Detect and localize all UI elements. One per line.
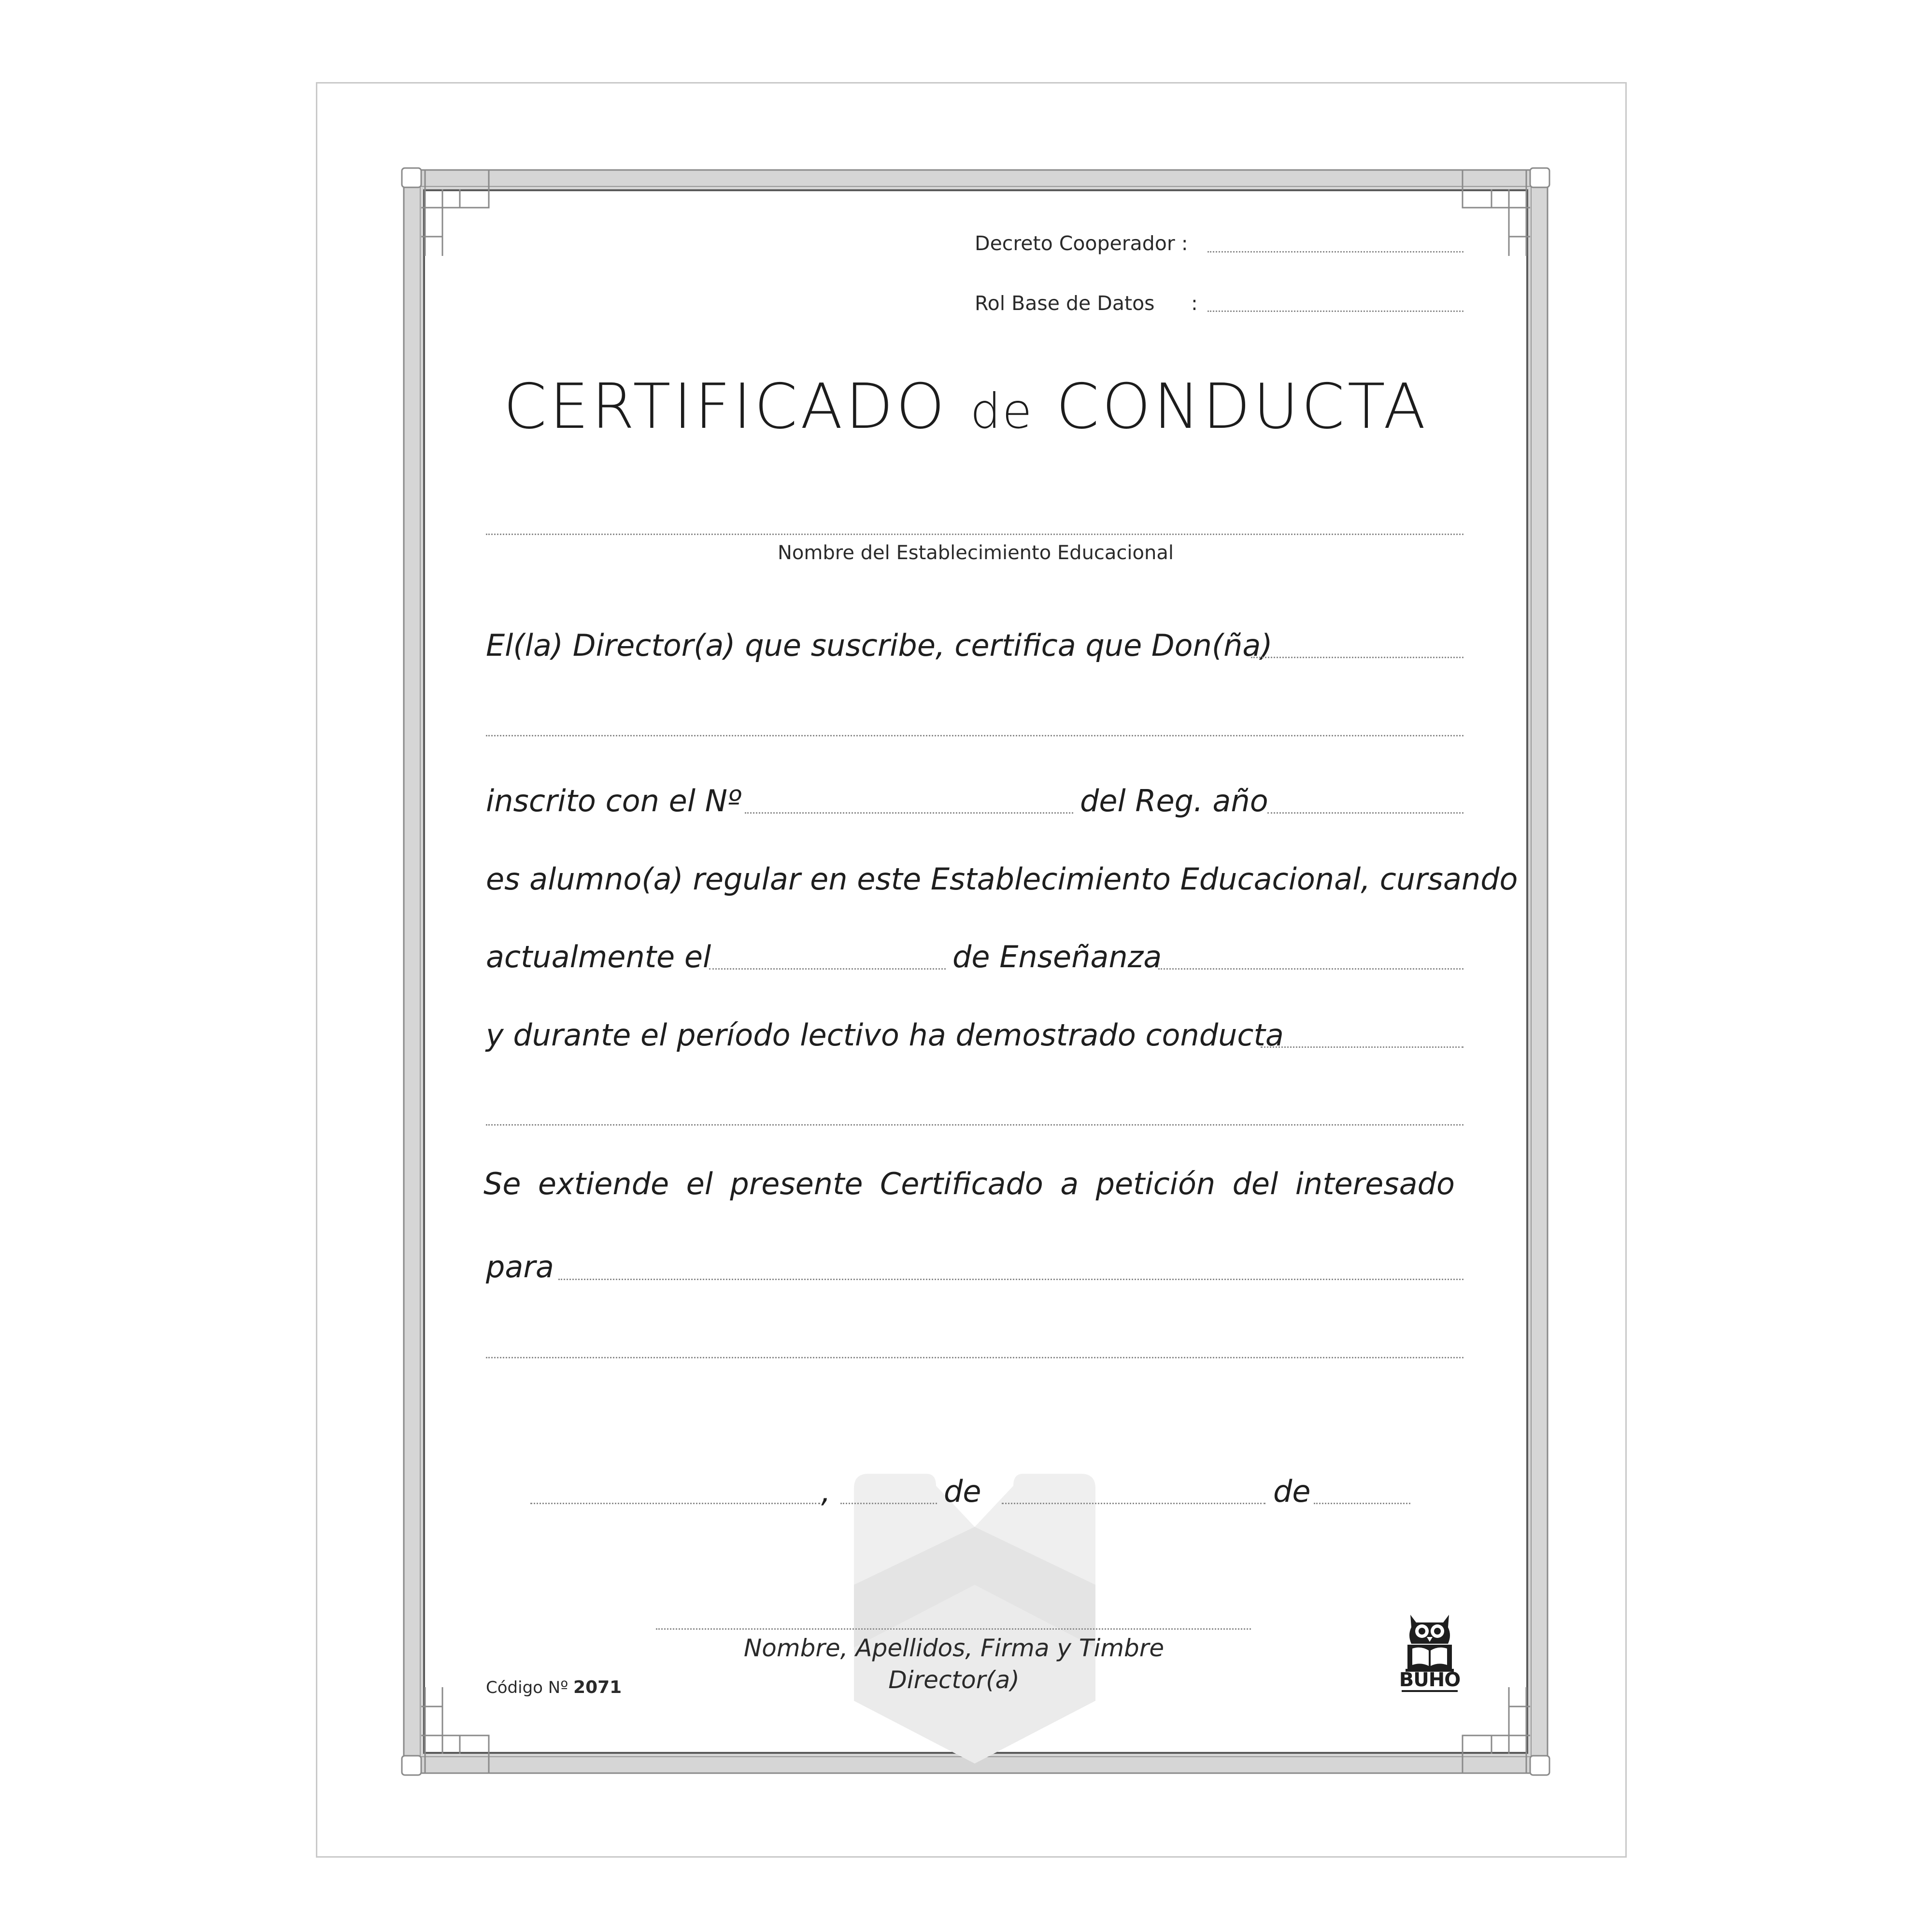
buho-logo-text: BUHO: [1399, 1669, 1461, 1691]
year-field[interactable]: [1314, 1503, 1410, 1504]
establishment-name-field[interactable]: [486, 534, 1463, 535]
course-field[interactable]: [709, 968, 946, 970]
student-name-field[interactable]: [1251, 657, 1463, 658]
signature-caption-line2: Director(a): [888, 1666, 1020, 1694]
body-line-conducta: y durante el período lectivo ha demostrado conducta: [486, 1017, 1284, 1053]
date-de-1: de: [944, 1474, 981, 1509]
word: extiende: [538, 1166, 669, 1201]
city-field[interactable]: [530, 1503, 820, 1504]
purpose-field-2[interactable]: [486, 1357, 1463, 1358]
word: Certificado: [880, 1166, 1043, 1201]
body-line-alumno: es alumno(a) regular en este Establecimiento Educacional, cursando: [486, 861, 1518, 897]
signature-field[interactable]: [656, 1628, 1251, 1630]
word: interesado: [1295, 1166, 1455, 1201]
code-label: [486, 1678, 622, 1697]
body-line-reg-ano: del Reg. año: [1080, 783, 1268, 818]
word: presente: [730, 1166, 863, 1201]
buho-logo: [1391, 1608, 1468, 1695]
conduct-field-2[interactable]: [486, 1124, 1463, 1126]
title-end: CONDUCTA: [1056, 371, 1429, 443]
establishment-caption: Nombre del Establecimiento Educacional: [778, 542, 1174, 564]
word: a: [1060, 1166, 1079, 1201]
date-comma: ,: [821, 1474, 831, 1509]
body-line-para: para: [486, 1249, 554, 1284]
word: el: [686, 1166, 713, 1201]
code-number: 2071: [573, 1678, 622, 1697]
decreto-cooperador-field[interactable]: [1208, 251, 1463, 253]
rol-colon: :: [1191, 292, 1198, 315]
student-name-field-2[interactable]: [486, 735, 1463, 736]
watermark-emblem-icon: [854, 1474, 1095, 1763]
body-line-inscrito: inscrito con el Nº: [486, 783, 742, 818]
teaching-level-field[interactable]: [1158, 968, 1463, 970]
body-line-extiende: [483, 1166, 1455, 1201]
body-line-director: El(la) Director(a) que suscribe, certifica que Don(ña): [486, 628, 1273, 663]
certificate-title: [483, 371, 1449, 443]
title-main: CERTIFICADO: [503, 371, 948, 443]
word: petición: [1095, 1166, 1216, 1201]
month-field[interactable]: [1002, 1503, 1265, 1504]
purpose-field[interactable]: [558, 1279, 1463, 1280]
day-field[interactable]: [840, 1503, 937, 1504]
signature-caption-line1: Nombre, Apellidos, Firma y Timbre: [743, 1634, 1165, 1662]
body-line-actualmente: actualmente el: [486, 939, 711, 974]
rol-base-datos-field[interactable]: [1208, 310, 1463, 312]
rol-base-datos-label: Rol Base de Datos: [975, 292, 1155, 315]
registration-year-field[interactable]: [1267, 812, 1463, 814]
word: del: [1232, 1166, 1279, 1201]
code-label-text: Código Nº: [486, 1678, 568, 1697]
body-line-ensenanza: de Enseñanza: [952, 939, 1162, 974]
decreto-cooperador-label: Decreto Cooperador :: [975, 232, 1188, 255]
date-de-2: de: [1273, 1474, 1311, 1509]
title-de: de: [970, 383, 1034, 439]
word: Se: [483, 1166, 521, 1201]
conduct-field[interactable]: [1261, 1046, 1463, 1048]
registration-number-field[interactable]: [745, 812, 1073, 814]
